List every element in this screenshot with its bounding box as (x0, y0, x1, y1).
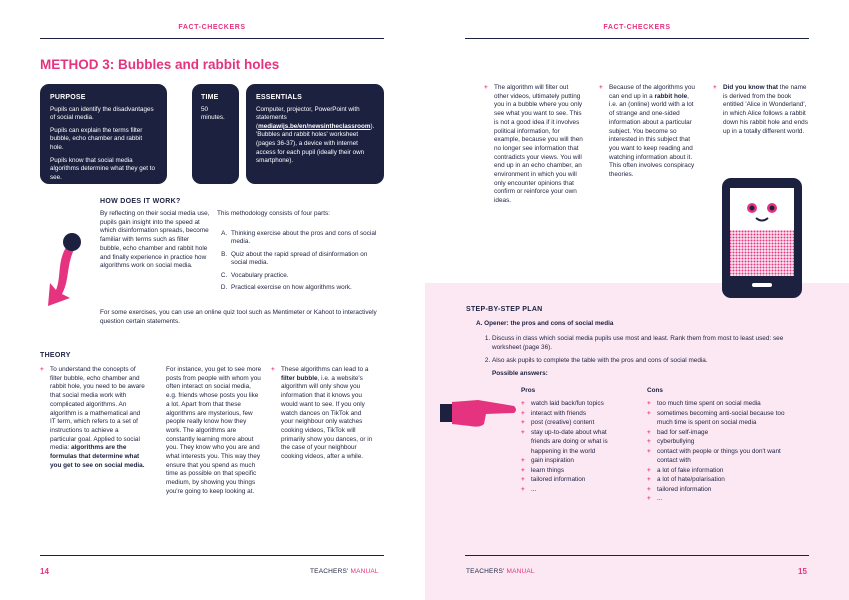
header-rule (40, 38, 384, 39)
plan-step: 1. Discuss in class which social media pupils use most and least. Rank them from most to least used: see worksheet (page 36). (492, 334, 806, 352)
cons-item: + sometimes becoming anti-social because too much time is spent on social media (647, 409, 799, 428)
curved-arrow-icon (36, 228, 98, 310)
theory-bold: algorithms are the formulas that determine what you get to see on social media. (50, 444, 145, 469)
pros-item: + gain inspiration (521, 456, 626, 466)
footer-manual-left (310, 568, 379, 575)
right-col-1 (484, 84, 584, 206)
running-header-left: FACT-CHECKERS (178, 24, 246, 31)
how-intro-text: By reflecting on their social media use, pupils gain insight into the speed at which disinformation spreads, become familiar with terms such as filter bubble, echo chamber and rabbit hole and finally experience in practice how algorithms work on social media. (100, 210, 210, 270)
left-page (0, 0, 424, 600)
time-value: 50 minutes. (201, 105, 225, 122)
pros-item: + watch laid back/fun topics (521, 399, 626, 409)
right-col-2 (599, 84, 699, 180)
part-item: A. Thinking exercise about the pros and cons of social media. (229, 230, 385, 247)
how-intro (100, 210, 210, 271)
cons-list (647, 399, 799, 504)
pros-item: + tailored information (521, 475, 626, 485)
purpose-line: Pupils can explain the terms filter bubble, echo chamber and rabbit hole. (50, 126, 143, 151)
footer-manual-b: MANUAL (350, 568, 379, 575)
theory-text: For instance, you get to see more posts from people with whom you often interact on social media, e.g. friends whose posts you like a lot. Apart from that these algorithms are mysterious, few people really know how they work. The algorithms are constantly learning more about you. They know who you are and what interests you. This way they ensure that you spend as much time as possible on that specific medium, by showing you things you're going to keep looking at. (166, 366, 262, 495)
cons-item: + a lot of fake information (647, 466, 799, 476)
right-col-text: Because of the algorithms you can end up in a (609, 84, 695, 100)
pros-list (521, 399, 626, 494)
footer-manual-right (466, 568, 535, 575)
theory-text: To understand the concepts of filter bubble, echo chamber and rabbit hole, you need to be aware that social media work with complicated algorithms. An algorithm is a mathematical and IT term, which refers to a set of instructions to achieve a particular goal. Applied to social media: (50, 366, 145, 452)
theory-col-3 (271, 366, 375, 462)
plan-step: 2. Also ask pupils to complete the table with the pros and cons of social media. (492, 356, 806, 365)
cons-item: + a lot of hate/polarisation (647, 475, 799, 485)
header-rule (465, 38, 809, 39)
purpose-label: PURPOSE (50, 94, 86, 101)
theory-text: These algorithms can lead to a (281, 366, 369, 373)
running-header-right: FACT-CHECKERS (603, 24, 671, 31)
right-col-bold: rabbit hole (654, 92, 688, 100)
pros-item: + post (creative) content (521, 418, 626, 428)
theory-heading: THEORY (40, 352, 71, 359)
essentials-text: ). 'Bubbles and rabbit holes' worksheet (pages 36-37), a device with internet access for each pupil (ideally their own smartphone). (256, 122, 375, 165)
parts-intro: This methodology consists of four parts: (217, 210, 330, 217)
cons-label: Cons (647, 387, 663, 394)
pros-item: + learn things (521, 466, 626, 476)
footer-manual-a: TEACHERS' (466, 568, 505, 575)
pros-item: + ... (521, 485, 626, 495)
right-col-3 (713, 84, 809, 136)
time-label: TIME (201, 94, 219, 101)
pros-item: + interact with friends (521, 409, 626, 419)
part-item: C. Vocabulary practice. (229, 272, 385, 281)
pointing-hand-icon (440, 392, 520, 432)
cons-item: + bad for self-image (647, 428, 799, 438)
essentials-label: ESSENTIALS (256, 94, 302, 101)
plan-steps (476, 334, 806, 378)
right-col-text: , i.e. an (online) world with a lot of strange and one-sided information about a particular subject. You become so interested in this subject that you want to keep reading and watching information about it. This often involves conspiracy theories. (609, 92, 695, 179)
right-col-text: + The algorithm will filter out other videos, ultimately putting you in a bubble where you only see what you want to see. This is not a good idea if it involves political information, for example, because you will then no longer see information that contradicts your views. You will end up in an echo chamber, an environment in which you will only encounter opinions that confirm or reinforce your own ideas. (484, 84, 584, 206)
page-number-left: 14 (40, 567, 49, 576)
cons-item: + tailored information (647, 485, 799, 495)
part-item: B. Quiz about the rapid spread of disinformation on social media. (229, 251, 385, 268)
footer-manual-a: TEACHERS' (310, 568, 349, 575)
smartphone-icon (720, 176, 804, 300)
pros-item: + stay up-to-date about what friends are doing or what is happening in the world (521, 428, 626, 457)
time-box (192, 84, 239, 184)
cons-item: + too much time spent on social media (647, 399, 799, 409)
essentials-text: Computer, projector, PowerPoint with statements ( (256, 105, 360, 130)
cons-item: + cyberbullying (647, 437, 799, 447)
essentials-box (246, 84, 384, 184)
page-title: METHOD 3: Bubbles and rabbit holes (40, 57, 280, 72)
footer-rule (465, 555, 809, 556)
pros-label: Pros (521, 387, 536, 394)
theory-text: , i.e. a website's algorithm will only show you information that it knows you would want to see. If you only watch dances on TikTok and your neighbour only watches cooking videos, TikTok will primarily show you dances, or in the case of your neighbour cooking videos, after a while. (281, 374, 373, 461)
theory-bold: filter bubble (281, 374, 318, 382)
right-col-bold: Did you know that (723, 84, 779, 91)
how-heading: HOW DOES IT WORK? (100, 198, 181, 205)
cons-item: + contact with people or things you don't want contact with (647, 447, 799, 466)
purpose-line: Pupils know that social media algorithms determine what they get to see. (50, 156, 156, 181)
quiz-note-text: For some exercises, you can use an online quiz tool such as Mentimeter or Kahoot to interactively question certain statements. (100, 309, 377, 325)
footer-manual-b: MANUAL (506, 568, 535, 575)
right-col-text: the name is derived from the book entitled 'Alice in Wonderland', in which Alice follows a rabbit down his rabbit hole and ends up in a totally different world. (723, 84, 808, 135)
cons-item: + ... (647, 494, 799, 504)
plan-section-title: A. Opener: the pros and cons of social media (476, 320, 614, 327)
parts-block (217, 210, 385, 296)
part-item: D. Practical exercise on how algorithms work. (229, 284, 385, 293)
theory-col-1 (40, 366, 145, 470)
plan-heading: STEP-BY-STEP PLAN (466, 306, 543, 313)
purpose-line: Pupils can identify the disadvantages of social media. (50, 105, 154, 122)
theory-col-2 (166, 366, 262, 497)
footer-rule (40, 555, 384, 556)
quiz-note (100, 309, 385, 326)
answers-label: Possible answers: (492, 370, 548, 377)
purpose-box (40, 84, 167, 184)
essentials-link[interactable]: mediawijs.be/en/newsintheclassroom (258, 122, 371, 130)
page-number-right: 15 (798, 567, 807, 576)
